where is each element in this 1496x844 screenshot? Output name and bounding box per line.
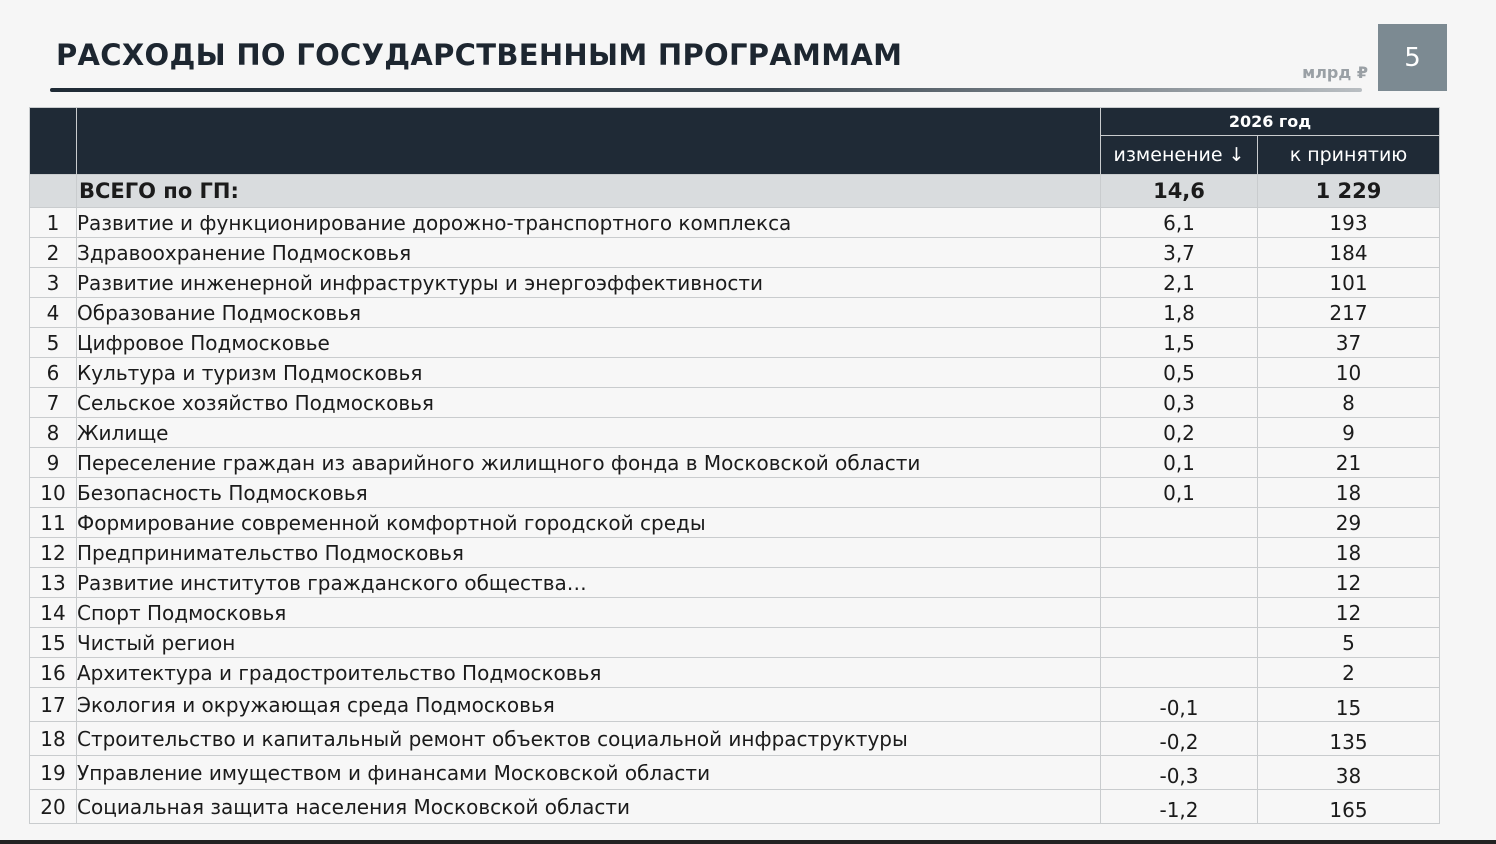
- table-row: [30, 538, 1440, 568]
- row-number: 17: [30, 688, 77, 722]
- change-value: -0,1: [1101, 688, 1258, 722]
- change-value: 1,5: [1101, 328, 1258, 358]
- header-num-cell: [30, 108, 77, 175]
- row-number: 12: [30, 538, 77, 568]
- total-change: 14,6: [1101, 175, 1258, 208]
- header-change: изменение ↓: [1101, 136, 1258, 175]
- table-row: [30, 508, 1440, 538]
- page-title: РАСХОДЫ ПО ГОСУДАРСТВЕННЫМ ПРОГРАММАМ: [56, 38, 903, 72]
- program-name: Переселение граждан из аварийного жилищного фонда в Московской области: [77, 448, 1101, 478]
- adopted-value: 38: [1258, 756, 1440, 790]
- table-row: [30, 298, 1440, 328]
- change-value: 0,1: [1101, 478, 1258, 508]
- change-value: 0,1: [1101, 448, 1258, 478]
- row-number: 13: [30, 568, 77, 598]
- table-row: [30, 688, 1440, 722]
- program-name: Жилище: [77, 418, 1101, 448]
- program-name: Здравоохранение Подмосковья: [77, 238, 1101, 268]
- adopted-value: 2: [1258, 658, 1440, 688]
- adopted-value: 10: [1258, 358, 1440, 388]
- change-value: [1101, 568, 1258, 598]
- row-number: 1: [30, 208, 77, 238]
- table-row: [30, 658, 1440, 688]
- total-value: 1 229: [1258, 175, 1440, 208]
- adopted-value: 217: [1258, 298, 1440, 328]
- unit-label: млрд ₽: [1302, 63, 1368, 82]
- change-value: -0,2: [1101, 722, 1258, 756]
- adopted-value: 29: [1258, 508, 1440, 538]
- table-row: [30, 268, 1440, 298]
- adopted-value: 37: [1258, 328, 1440, 358]
- adopted-value: 12: [1258, 568, 1440, 598]
- table-row: [30, 418, 1440, 448]
- row-number: 15: [30, 628, 77, 658]
- adopted-value: 101: [1258, 268, 1440, 298]
- row-number: 4: [30, 298, 77, 328]
- program-name: Сельское хозяйство Подмосковья: [77, 388, 1101, 418]
- table-row: [30, 790, 1440, 824]
- adopted-value: 184: [1258, 238, 1440, 268]
- total-row: [30, 175, 1440, 208]
- adopted-value: 12: [1258, 598, 1440, 628]
- program-name: Образование Подмосковья: [77, 298, 1101, 328]
- table-row: [30, 598, 1440, 628]
- row-number: 16: [30, 658, 77, 688]
- change-value: 2,1: [1101, 268, 1258, 298]
- table-row: [30, 478, 1440, 508]
- table-row: [30, 358, 1440, 388]
- row-number: 11: [30, 508, 77, 538]
- page-number-badge: 5: [1378, 24, 1447, 91]
- change-value: [1101, 508, 1258, 538]
- title-underline: [50, 88, 1362, 92]
- program-name: Экология и окружающая среда Подмосковья: [77, 688, 1101, 722]
- change-value: 6,1: [1101, 208, 1258, 238]
- adopted-value: 18: [1258, 478, 1440, 508]
- row-number: 10: [30, 478, 77, 508]
- adopted-value: 9: [1258, 418, 1440, 448]
- program-name: Чистый регион: [77, 628, 1101, 658]
- row-number: 19: [30, 756, 77, 790]
- header-value: к принятию: [1258, 136, 1440, 175]
- header-name-cell: [77, 108, 1101, 175]
- program-name: Управление имуществом и финансами Московской области: [77, 756, 1101, 790]
- program-name: Цифровое Подмосковье: [77, 328, 1101, 358]
- table-row: [30, 328, 1440, 358]
- programs-table: [29, 107, 1440, 824]
- change-value: 0,3: [1101, 388, 1258, 418]
- table-header: [30, 108, 1440, 175]
- change-value: -0,3: [1101, 756, 1258, 790]
- table-row: [30, 388, 1440, 418]
- header-year: 2026 год: [1101, 108, 1440, 136]
- adopted-value: 15: [1258, 688, 1440, 722]
- table-row: [30, 756, 1440, 790]
- change-value: -1,2: [1101, 790, 1258, 824]
- program-name: Строительство и капитальный ремонт объектов социальной инфраструктуры: [77, 722, 1101, 756]
- bottom-edge: [0, 840, 1496, 844]
- table-row: [30, 208, 1440, 238]
- change-value: [1101, 658, 1258, 688]
- program-name: Социальная защита населения Московской области: [77, 790, 1101, 824]
- row-number: 14: [30, 598, 77, 628]
- row-number: 8: [30, 418, 77, 448]
- row-number: 5: [30, 328, 77, 358]
- adopted-value: 5: [1258, 628, 1440, 658]
- row-number: 9: [30, 448, 77, 478]
- row-number: 20: [30, 790, 77, 824]
- program-name: Развитие и функционирование дорожно-транспортного комплекса: [77, 208, 1101, 238]
- program-name: Безопасность Подмосковья: [77, 478, 1101, 508]
- program-name: Развитие институтов гражданского общества…: [77, 568, 1101, 598]
- table-row: [30, 238, 1440, 268]
- program-name: Предпринимательство Подмосковья: [77, 538, 1101, 568]
- change-value: [1101, 628, 1258, 658]
- total-label: ВСЕГО по ГП:: [77, 175, 1101, 208]
- change-value: [1101, 598, 1258, 628]
- change-value: 0,5: [1101, 358, 1258, 388]
- program-name: Культура и туризм Подмосковья: [77, 358, 1101, 388]
- adopted-value: 135: [1258, 722, 1440, 756]
- program-name: Формирование современной комфортной городской среды: [77, 508, 1101, 538]
- program-name: Архитектура и градостроительство Подмосковья: [77, 658, 1101, 688]
- change-value: 1,8: [1101, 298, 1258, 328]
- table-row: [30, 448, 1440, 478]
- adopted-value: 193: [1258, 208, 1440, 238]
- program-name: Развитие инженерной инфраструктуры и энергоэффективности: [77, 268, 1101, 298]
- adopted-value: 165: [1258, 790, 1440, 824]
- row-number: 6: [30, 358, 77, 388]
- row-number: 7: [30, 388, 77, 418]
- adopted-value: 21: [1258, 448, 1440, 478]
- row-number: 3: [30, 268, 77, 298]
- table-row: [30, 628, 1440, 658]
- program-name: Спорт Подмосковья: [77, 598, 1101, 628]
- adopted-value: 18: [1258, 538, 1440, 568]
- change-value: 0,2: [1101, 418, 1258, 448]
- row-number: 2: [30, 238, 77, 268]
- row-number: 18: [30, 722, 77, 756]
- table-row: [30, 568, 1440, 598]
- change-value: 3,7: [1101, 238, 1258, 268]
- adopted-value: 8: [1258, 388, 1440, 418]
- total-num-cell: [30, 175, 77, 208]
- table-row: [30, 722, 1440, 756]
- change-value: [1101, 538, 1258, 568]
